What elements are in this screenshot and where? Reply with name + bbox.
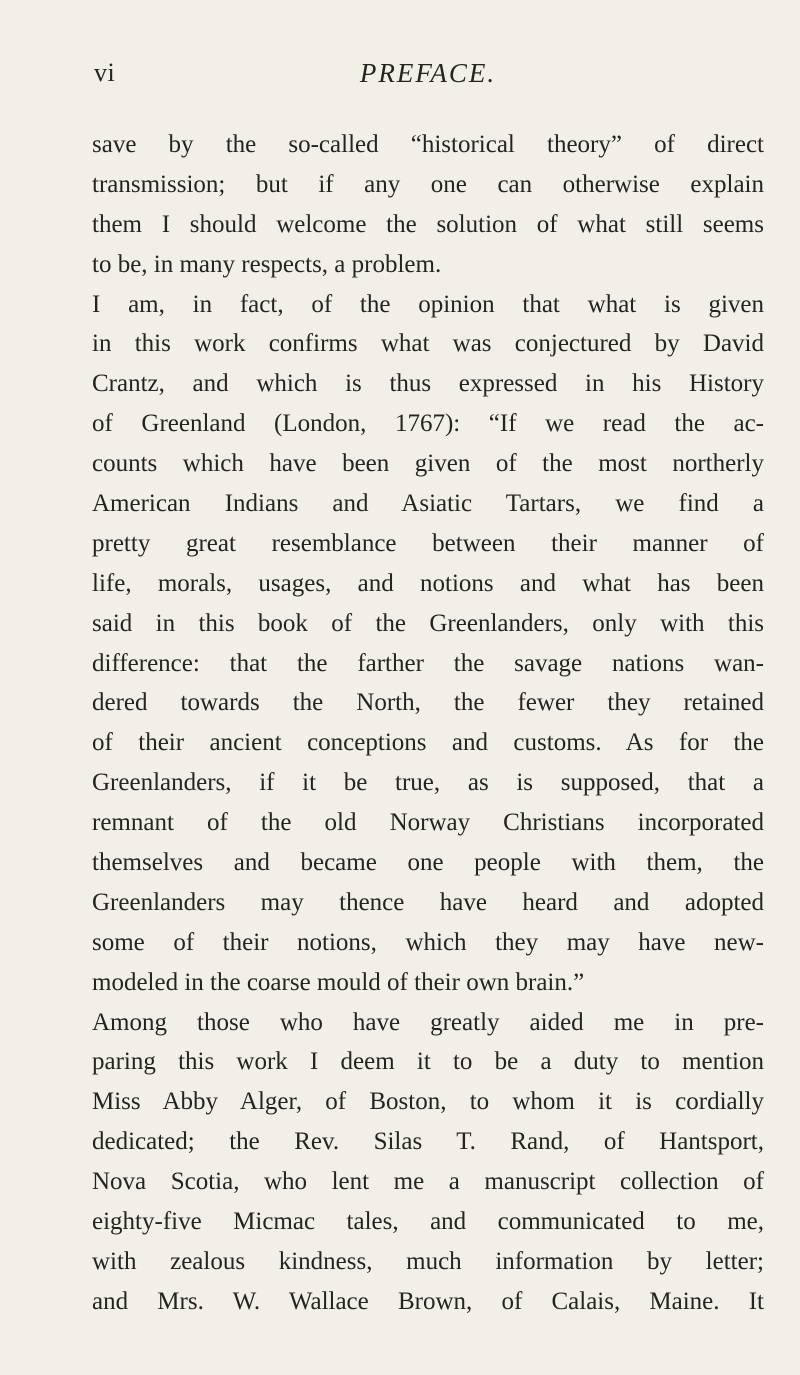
text-line: some of their notions, which they may have new-	[92, 928, 764, 956]
text-line: dered towards the North, the fewer they retained	[92, 689, 764, 717]
text-line: modeled in the coarse mould of their own brain.”	[92, 968, 585, 996]
text-line: to be, in many respects, a problem.	[92, 250, 442, 278]
text-line: Among those who have greatly aided me in pre-	[92, 1008, 764, 1036]
text-line: dedicated; the Rev. Silas T. Rand, of Hantsport,	[92, 1128, 764, 1156]
text-line: themselves and became one people with them, the	[92, 849, 764, 877]
text-line: difference: that the farther the savage nations wan-	[92, 649, 764, 677]
text-line: I am, in fact, of the opinion that what is given	[92, 290, 764, 318]
running-head	[92, 58, 764, 98]
text-line: of Greenland (London, 1767): “If we read the ac-	[92, 410, 764, 438]
text-line: remnant of the old Norway Christians incorporated	[92, 809, 764, 837]
text-line: life, morals, usages, and notions and what has been	[92, 569, 764, 597]
text-line: of their ancient conceptions and customs. As for the	[92, 729, 764, 757]
text-line: in this work confirms what was conjectured by David	[92, 330, 764, 358]
text-line: save by the so-called “historical theory” of direct	[92, 131, 764, 158]
text-line: counts which have been given of the most northerly	[92, 450, 764, 478]
text-line: with zealous kindness, much information by letter;	[92, 1247, 764, 1275]
text-line: and Mrs. W. Wallace Brown, of Calais, Maine. It	[92, 1287, 764, 1315]
text-line: them I should welcome the solution of what still seems	[92, 210, 764, 238]
text-line: transmission; but if any one can otherwise explain	[92, 170, 764, 198]
text-line: Nova Scotia, who lent me a manuscript collection of	[92, 1168, 764, 1196]
text-line: American Indians and Asiatic Tartars, we find a	[92, 490, 764, 518]
text-line: paring this work I deem it to be a duty to mention	[92, 1048, 764, 1076]
text-line: Greenlanders may thence have heard and adopted	[92, 888, 764, 916]
running-title: PREFACE.	[359, 58, 497, 88]
text-line: eighty-five Micmac tales, and communicated to me,	[92, 1208, 764, 1236]
body-text	[92, 125, 764, 1322]
text-line: Crantz, and which is thus expressed in his History	[92, 370, 764, 398]
text-line: Greenlanders, if it be true, as is supposed, that a	[92, 769, 764, 797]
page-number: vi	[94, 58, 116, 87]
text-line: Miss Abby Alger, of Boston, to whom it is cordially	[92, 1088, 764, 1116]
text-line: pretty great resemblance between their manner of	[92, 529, 764, 557]
text-line: said in this book of the Greenlanders, only with this	[92, 609, 764, 637]
